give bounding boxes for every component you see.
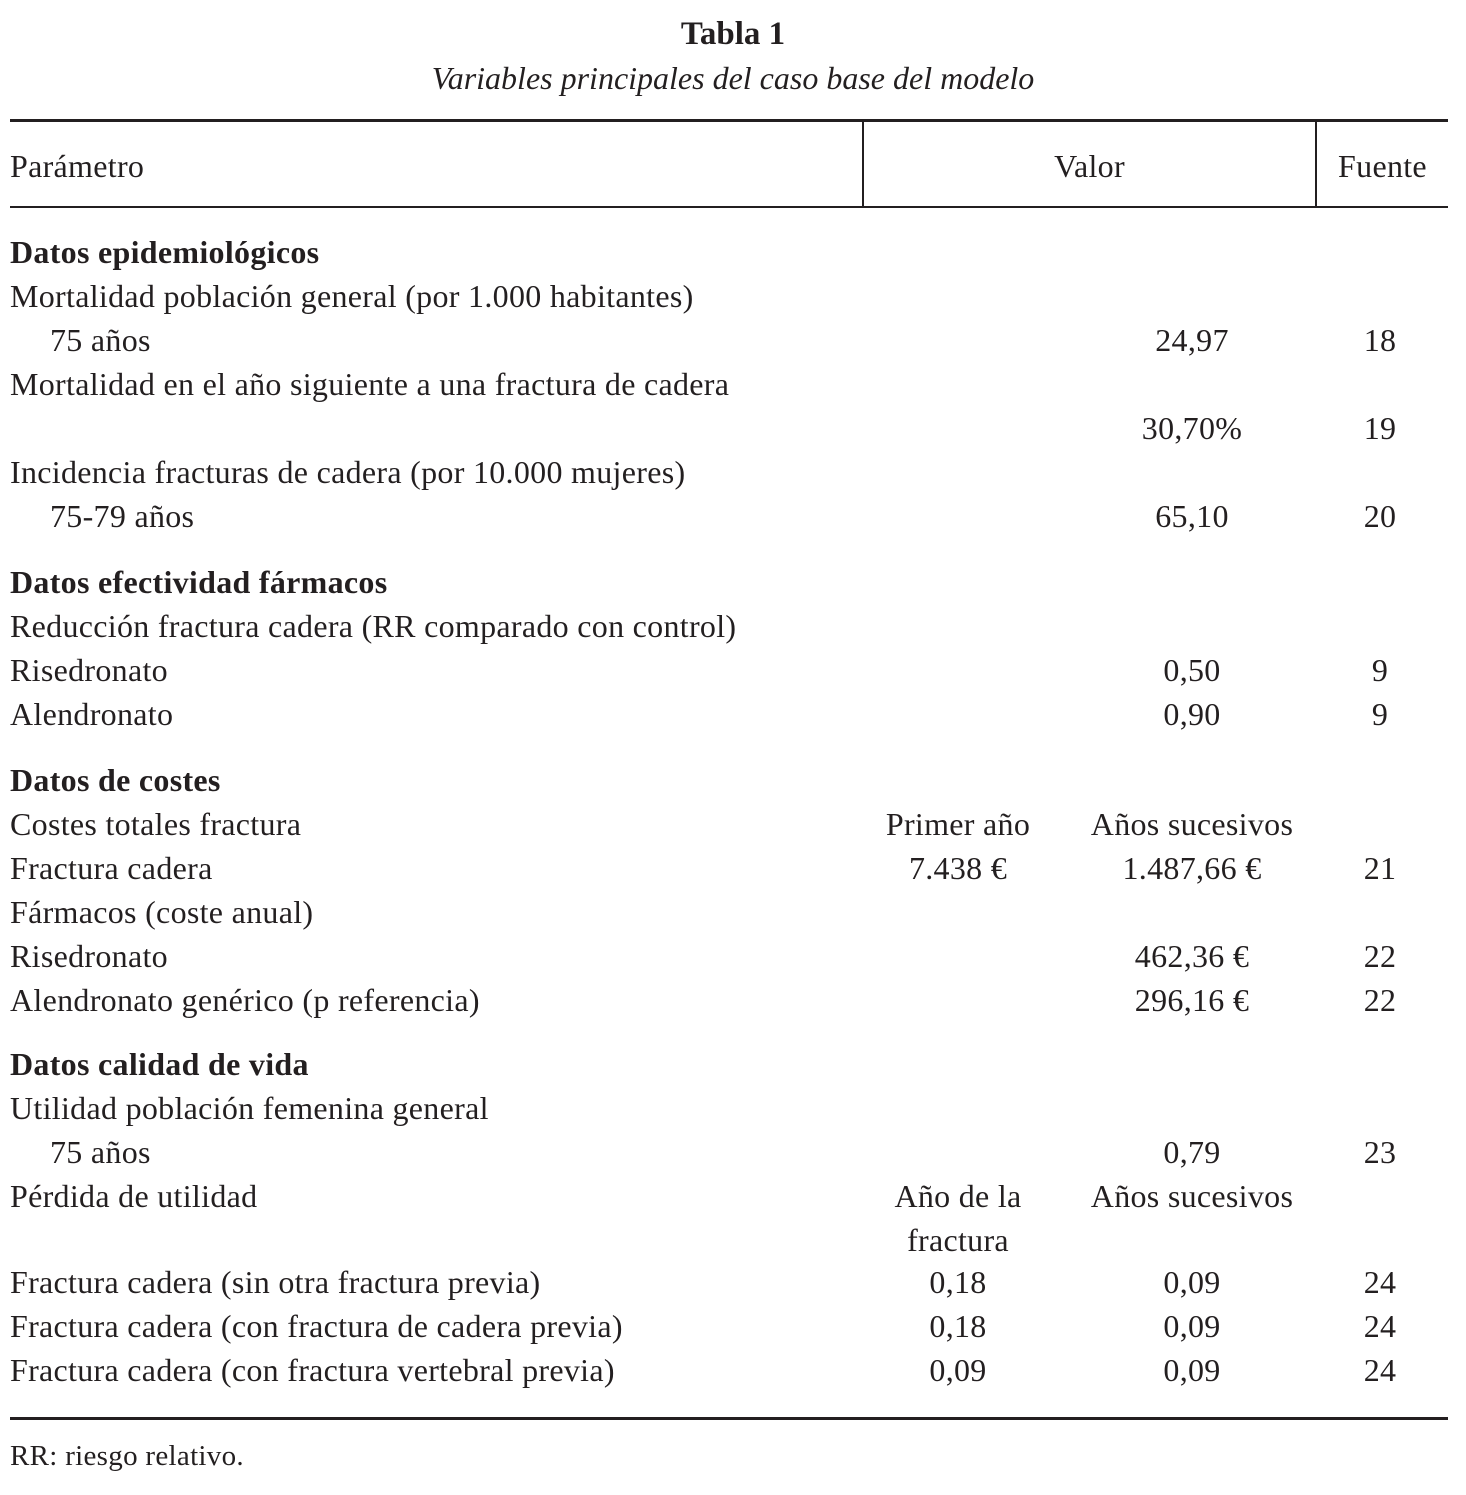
row-value: 0,79	[1163, 1134, 1221, 1170]
top-rule	[10, 119, 1448, 122]
row-source: 22	[1363, 982, 1397, 1018]
row-label: Costes totales fractura	[10, 806, 302, 842]
table-subtitle: Variables principales del caso base del modelo	[431, 60, 1035, 96]
row-source: 9	[1371, 652, 1389, 688]
bottom-rule	[10, 1417, 1448, 1420]
column-subheader-anios-sucesivos: Años sucesivos	[1090, 1178, 1294, 1214]
row-label: Fractura cadera	[10, 850, 213, 886]
row-label: Utilidad población femenina general	[10, 1090, 489, 1126]
row-value-anios-sucesivos: 0,09	[1163, 1264, 1221, 1300]
row-source: 21	[1363, 850, 1397, 886]
row-label: Fármacos (coste anual)	[10, 894, 314, 930]
row-label: Fractura cadera (sin otra fractura previa)	[10, 1264, 541, 1300]
column-subheader-anio-fractura: Año de la	[894, 1178, 1022, 1214]
header-bottom-rule	[10, 206, 1448, 208]
row-label: Reducción fractura cadera (RR comparado con control)	[10, 608, 737, 644]
row-value: 296,16 €	[1134, 982, 1250, 1018]
row-value: 24,97	[1155, 322, 1229, 358]
row-value: 462,36 €	[1134, 938, 1250, 974]
row-value: 0,50	[1163, 652, 1221, 688]
row-value: 65,10	[1155, 498, 1229, 534]
row-source: 24	[1363, 1308, 1397, 1344]
header-valor: Valor	[1054, 148, 1125, 184]
row-label: Fractura cadera (con fractura de cadera previa)	[10, 1308, 623, 1344]
row-value-anios-sucesivos: 0,09	[1163, 1308, 1221, 1344]
row-label: Incidencia fracturas de cadera (por 10.000 mujeres)	[10, 454, 686, 490]
column-subheader-primer-anio: Primer año	[885, 806, 1031, 842]
row-source: 9	[1371, 696, 1389, 732]
row-source: 23	[1363, 1134, 1397, 1170]
header-parametro: Parámetro	[10, 148, 145, 184]
row-label: Mortalidad en el año siguiente a una fractura de cadera	[10, 366, 730, 402]
row-label: Risedronato	[10, 938, 168, 974]
row-source: 22	[1363, 938, 1397, 974]
section-heading-epidemiologicos: Datos epidemiológicos	[10, 234, 320, 270]
row-label: Alendronato genérico (p referencia)	[10, 982, 480, 1018]
table-title: Tabla 1	[680, 16, 786, 52]
row-value-anios-sucesivos: 1.487,66 €	[1122, 850, 1262, 886]
row-value-anio-fractura: 0,09	[929, 1352, 987, 1388]
footnote: RR: riesgo relativo.	[10, 1440, 244, 1472]
row-source: 19	[1363, 410, 1397, 446]
row-value-anio-fractura: 0,18	[929, 1308, 987, 1344]
column-subheader-anios-sucesivos: Años sucesivos	[1090, 806, 1294, 842]
row-value: 0,90	[1163, 696, 1221, 732]
row-value-anios-sucesivos: 0,09	[1163, 1352, 1221, 1388]
row-source: 20	[1363, 498, 1397, 534]
row-label: 75 años	[50, 1134, 151, 1170]
section-heading-calidad: Datos calidad de vida	[10, 1046, 309, 1082]
row-source: 24	[1363, 1264, 1397, 1300]
section-heading-costes: Datos de costes	[10, 762, 221, 798]
row-value-anio-fractura: 0,18	[929, 1264, 987, 1300]
row-label: Fractura cadera (con fractura vertebral previa)	[10, 1352, 615, 1388]
row-label: Alendronato	[10, 696, 174, 732]
row-label: 75 años	[50, 322, 151, 358]
header-fuente: Fuente	[1338, 148, 1427, 184]
row-source: 24	[1363, 1352, 1397, 1388]
section-heading-efectividad: Datos efectividad fármacos	[10, 564, 388, 600]
row-value: 30,70%	[1141, 410, 1243, 446]
row-label: Mortalidad población general (por 1.000 habitantes)	[10, 278, 694, 314]
row-label: 75-79 años	[50, 498, 195, 534]
row-value-primer-anio: 7.438 €	[908, 850, 1008, 886]
column-subheader-anio-fractura: fractura	[907, 1222, 1009, 1258]
row-label: Risedronato	[10, 652, 168, 688]
row-source: 18	[1363, 322, 1397, 358]
row-label: Pérdida de utilidad	[10, 1178, 258, 1214]
